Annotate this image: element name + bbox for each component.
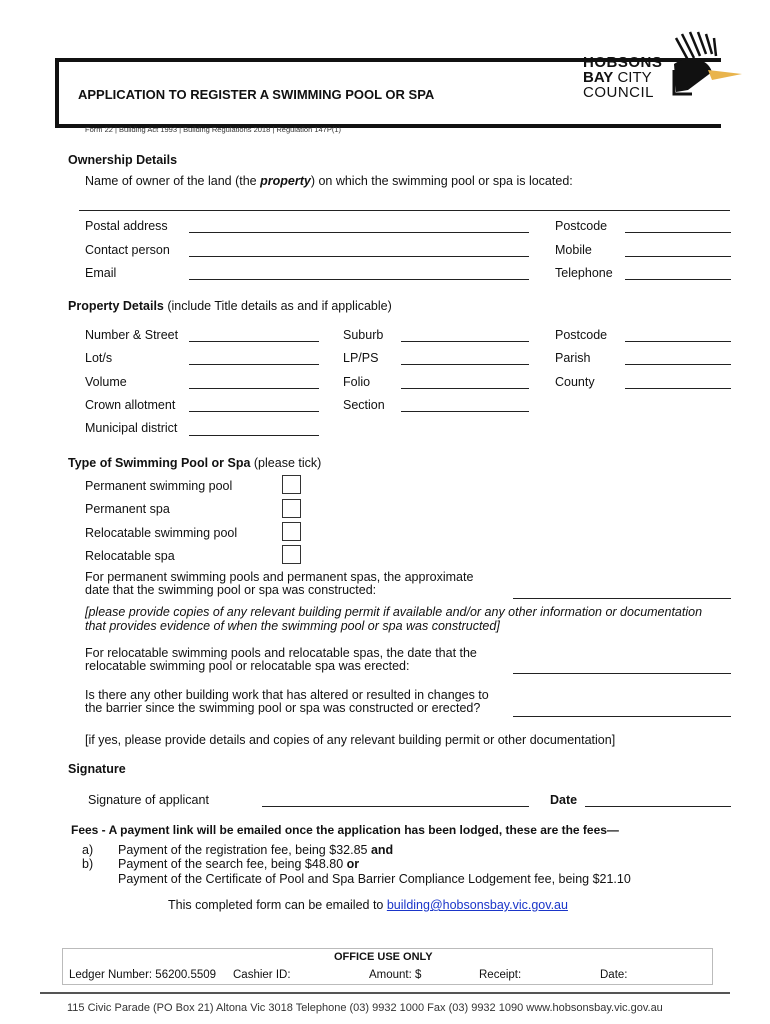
permanent-spa-checkbox[interactable] <box>282 499 301 518</box>
contact-person-field[interactable] <box>189 256 529 257</box>
signature-heading: Signature <box>68 762 126 776</box>
number-street-field[interactable] <box>189 341 319 342</box>
pelican-logo-icon <box>668 30 744 102</box>
office-date-label: Date: <box>600 969 628 981</box>
section-label: Section <box>343 398 385 412</box>
fee-c-text: Payment of the Certificate of Pool and Spa Barrier Compliance Lodgement fee, being $21.10 <box>118 872 631 886</box>
lots-label: Lot/s <box>85 351 113 365</box>
footer-contact: 115 Civic Parade (PO Box 21) Altona Vic 3018 Telephone (03) 9932 1000 Fax (03) 9932 1090 www.hobsonsbay.vic.gov.au <box>67 1002 663 1014</box>
parish-label: Parish <box>555 351 591 365</box>
construction-note: [please provide copies of any relevant building permit if available and/or any other information or documentation that provides evidence of when the swimming pool or spa was constructed] <box>85 605 703 633</box>
office-use-heading: OFFICE USE ONLY <box>334 951 433 963</box>
email-field[interactable] <box>189 279 529 280</box>
parish-field[interactable] <box>625 364 731 365</box>
postal-address-label: Postal address <box>85 219 168 233</box>
municipal-district-field[interactable] <box>189 435 319 436</box>
other-work-note: [if yes, please provide details and copies of any relevant building permit or other documentation] <box>85 733 616 747</box>
county-label: County <box>555 375 595 389</box>
signature-field[interactable] <box>262 806 529 807</box>
fee-a-text: Payment of the registration fee, being $32.85 and <box>118 843 394 857</box>
suburb-field[interactable] <box>401 341 529 342</box>
email-instruction: This completed form can be emailed to building@hobsonsbay.vic.gov.au <box>168 898 568 912</box>
page-title: APPLICATION TO REGISTER A SWIMMING POOL OR SPA <box>78 87 435 102</box>
pool-type-heading: Type of Swimming Pool or Spa (please tick) <box>68 456 322 470</box>
lpps-field[interactable] <box>401 364 529 365</box>
fee-b-text: Payment of the search fee, being $48.80 or <box>118 857 360 871</box>
suburb-label: Suburb <box>343 328 384 342</box>
permanent-pool-checkbox[interactable] <box>282 475 301 494</box>
construction-date-field[interactable] <box>513 598 731 599</box>
telephone-field[interactable] <box>625 279 731 280</box>
postal-address-field[interactable] <box>189 232 529 233</box>
crown-allotment-label: Crown allotment <box>85 398 176 412</box>
volume-label: Volume <box>85 375 127 389</box>
crown-allotment-field[interactable] <box>189 411 319 412</box>
folio-label: Folio <box>343 375 371 389</box>
construction-date-question: For permanent swimming pools and permanent spas, the approximate date that the swimming pool or spa was constructed: <box>85 570 474 597</box>
ownership-heading: Ownership Details <box>68 153 178 167</box>
number-street-label: Number & Street <box>85 328 179 342</box>
ownership-intro: Name of owner of the land (the property) on which the swimming pool or spa is located: <box>85 174 573 188</box>
council-email-link[interactable]: building@hobsonsbay.vic.gov.au <box>386 898 568 912</box>
owner-postcode-label: Postcode <box>555 219 608 233</box>
erected-date-question: For relocatable swimming pools and relocatable spas, the date that the relocatable swimming pool or relocatable spa was erected: <box>85 646 477 673</box>
email-label: Email <box>85 266 117 280</box>
lots-field[interactable] <box>189 364 319 365</box>
ledger-number: Ledger Number: 56200.5509 <box>69 969 217 981</box>
option-relocatable-pool-label: Relocatable swimming pool <box>85 526 238 540</box>
owner-postcode-field[interactable] <box>625 232 731 233</box>
form-subtitle: Form 22 | Building Act 1993 | Building Regulations 2018 | Regulation 147P(1) <box>85 125 342 134</box>
telephone-label: Telephone <box>555 266 613 280</box>
mobile-label: Mobile <box>555 243 592 257</box>
council-logo: HOBSONS BAY CITY COUNCIL <box>583 54 663 101</box>
volume-field[interactable] <box>189 388 319 389</box>
erected-date-field[interactable] <box>513 673 731 674</box>
fee-b-label: b) <box>82 857 94 871</box>
property-heading: Property Details (include Title details as and if applicable) <box>68 299 392 313</box>
relocatable-spa-checkbox[interactable] <box>282 545 301 564</box>
option-permanent-spa-label: Permanent spa <box>85 502 170 516</box>
property-postcode-label: Postcode <box>555 328 608 342</box>
contact-person-label: Contact person <box>85 243 170 257</box>
receipt-label: Receipt: <box>479 969 522 981</box>
municipal-district-label: Municipal district <box>85 421 178 435</box>
other-work-question: Is there any other building work that has altered or resulted in changes to the barrier since the swimming pool or spa was constructed or erected? <box>85 688 489 715</box>
amount-label: Amount: $ <box>369 969 422 981</box>
other-work-field[interactable] <box>513 716 731 717</box>
cashier-id-label: Cashier ID: <box>233 969 291 981</box>
owner-name-field[interactable] <box>79 210 730 211</box>
county-field[interactable] <box>625 388 731 389</box>
property-postcode-field[interactable] <box>625 341 731 342</box>
relocatable-pool-checkbox[interactable] <box>282 522 301 541</box>
fees-heading: Fees - A payment link will be emailed once the application has been lodged, these are the fees— <box>71 823 619 837</box>
folio-field[interactable] <box>401 388 529 389</box>
lpps-label: LP/PS <box>343 351 379 365</box>
signature-date-label: Date <box>550 793 578 807</box>
signature-date-field[interactable] <box>585 806 731 807</box>
footer-rule <box>40 992 730 994</box>
mobile-field[interactable] <box>625 256 731 257</box>
option-relocatable-spa-label: Relocatable spa <box>85 549 175 563</box>
signature-applicant-label: Signature of applicant <box>88 793 209 807</box>
fee-a-label: a) <box>82 843 94 857</box>
option-permanent-pool-label: Permanent swimming pool <box>85 479 233 493</box>
section-field[interactable] <box>401 411 529 412</box>
